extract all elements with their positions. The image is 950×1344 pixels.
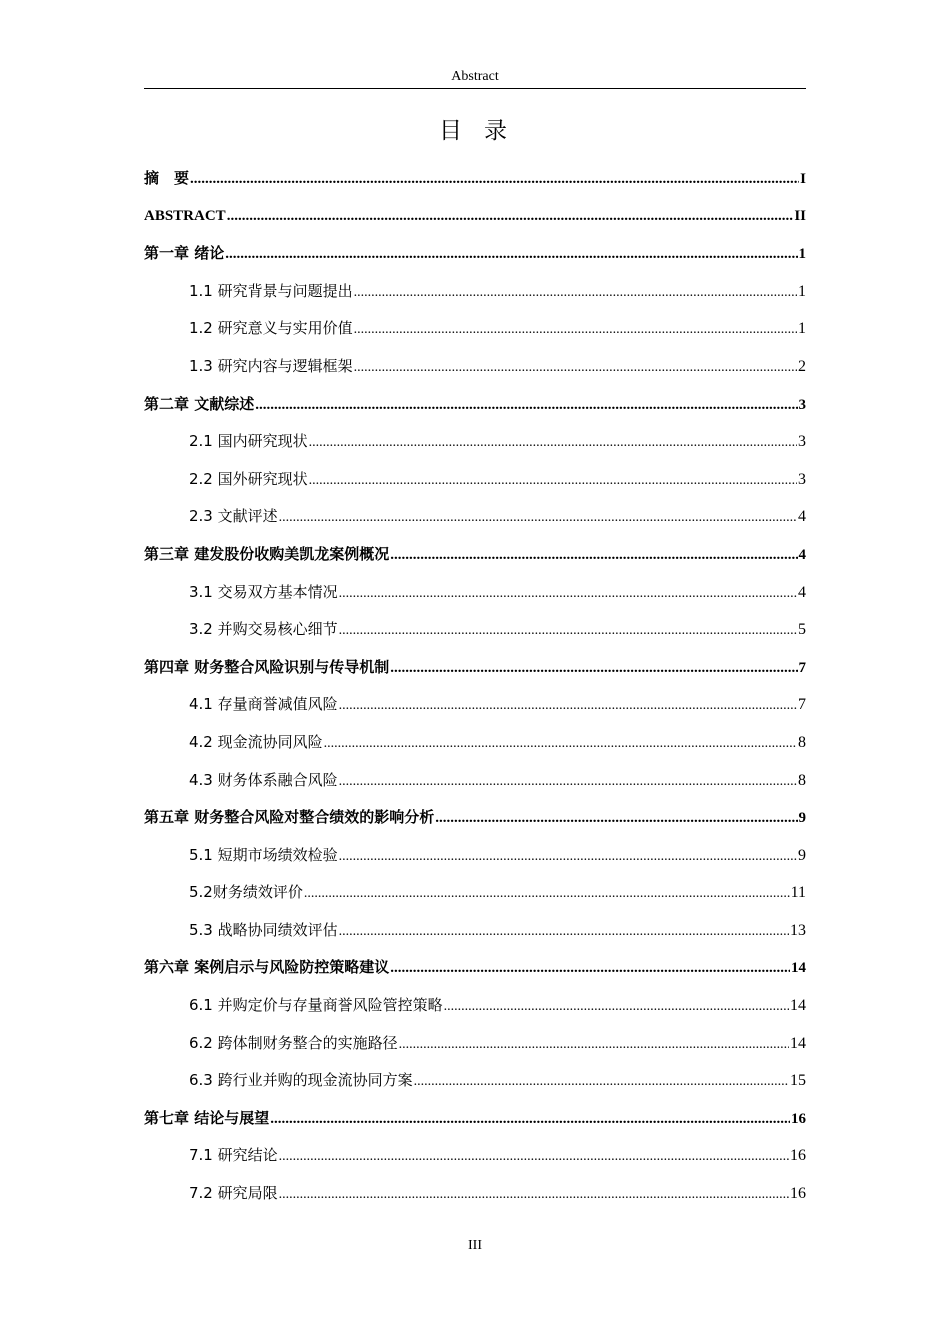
toc-dot-leader	[255, 387, 797, 425]
toc-dot-leader	[339, 838, 797, 876]
toc-page-number: 1	[798, 246, 806, 263]
toc-entry-title: 1.1 研究背景与问题提出	[189, 281, 353, 300]
toc-title-char-2: 录	[484, 118, 511, 144]
toc-entry-title: 4.2 现金流协同风险	[189, 732, 323, 751]
toc-entry-title: 3.1 交易双方基本情况	[189, 582, 338, 601]
toc-entry-title: ABSTRACT	[144, 207, 226, 224]
toc-entry-title: 1.2 研究意义与实用价值	[189, 319, 353, 338]
toc-title	[0, 114, 950, 148]
toc-dot-leader	[399, 1026, 789, 1064]
table-of-contents	[144, 160, 806, 1213]
toc-page-number: 4	[798, 583, 806, 601]
running-header-text: Abstract	[451, 69, 499, 84]
toc-dot-leader	[309, 424, 797, 462]
toc-page-number: 1	[798, 320, 806, 338]
toc-dot-leader	[390, 537, 797, 575]
running-header	[144, 68, 806, 89]
toc-page-number: 13	[790, 921, 806, 939]
toc-page-number: 7	[798, 659, 806, 676]
page-number	[0, 1238, 950, 1254]
toc-page-number: 14	[791, 960, 806, 977]
toc-page-number: 3	[798, 470, 806, 488]
toc-section-entry[interactable]	[144, 498, 806, 536]
toc-page-number: II	[794, 207, 806, 224]
toc-entry-title: 3.2 并购交易核心细节	[189, 620, 338, 639]
toc-page-number: 5	[798, 621, 806, 639]
toc-entry-title: 第四章 财务整合风险识别与传导机制	[144, 657, 390, 676]
toc-dot-leader	[339, 913, 789, 951]
toc-section-entry[interactable]	[144, 461, 806, 499]
toc-dot-leader	[309, 462, 797, 500]
toc-section-entry[interactable]	[144, 724, 806, 762]
toc-page-number: 1	[798, 282, 806, 300]
toc-page-number: 8	[798, 733, 806, 751]
toc-chapter-entry[interactable]	[144, 649, 806, 687]
toc-chapter-entry[interactable]	[144, 386, 806, 424]
toc-dot-leader	[279, 1176, 789, 1214]
toc-chapter-entry[interactable]	[144, 536, 806, 574]
toc-entry-title: 第五章 财务整合风险对整合绩效的影响分析	[144, 808, 435, 827]
toc-page-number: 16	[790, 1185, 806, 1203]
toc-section-entry[interactable]	[144, 1175, 806, 1213]
toc-dot-leader	[304, 875, 790, 913]
toc-dot-leader	[324, 725, 797, 763]
toc-dot-leader	[270, 1101, 790, 1139]
toc-dot-leader	[190, 161, 799, 199]
toc-title-char-1: 目	[439, 118, 466, 144]
toc-page-number: 14	[790, 1034, 806, 1052]
toc-page-number: 16	[791, 1110, 806, 1127]
toc-page-number: 7	[798, 696, 806, 714]
toc-dot-leader	[279, 499, 797, 537]
toc-entry-title: 6.1 并购定价与存量商誉风险管控策略	[189, 996, 443, 1015]
toc-page-number: 9	[798, 846, 806, 864]
toc-entry-title: 7.2 研究局限	[189, 1184, 278, 1203]
toc-page-number: 4	[798, 508, 806, 526]
toc-dot-leader	[390, 650, 797, 688]
toc-section-entry[interactable]	[144, 1137, 806, 1175]
toc-dot-leader	[339, 763, 797, 801]
toc-entry-title: 2.3 文献评述	[189, 507, 278, 526]
toc-dot-leader	[354, 311, 797, 349]
toc-section-entry[interactable]	[144, 348, 806, 386]
toc-section-entry[interactable]	[144, 987, 806, 1025]
toc-entry-title: 6.3 跨行业并购的现金流协同方案	[189, 1071, 413, 1090]
toc-dot-leader	[227, 198, 794, 236]
toc-section-entry[interactable]	[144, 912, 806, 950]
toc-dot-leader	[435, 800, 797, 838]
toc-dot-leader	[339, 575, 797, 613]
toc-chapter-entry[interactable]	[144, 949, 806, 987]
toc-page-number: 16	[790, 1147, 806, 1165]
toc-page-number: 3	[798, 433, 806, 451]
toc-page-number: 15	[790, 1072, 806, 1090]
toc-entry-title: 4.1 存量商誉减值风险	[189, 695, 338, 714]
toc-section-entry[interactable]	[144, 1025, 806, 1063]
toc-page-number: 3	[798, 396, 806, 413]
page-number-text: III	[468, 1238, 482, 1253]
toc-section-entry[interactable]	[144, 1062, 806, 1100]
toc-page-number: 4	[798, 546, 806, 563]
toc-section-entry[interactable]	[144, 423, 806, 461]
toc-dot-leader	[354, 349, 797, 387]
toc-section-entry[interactable]	[144, 686, 806, 724]
toc-entry-title: 第一章 绪论	[144, 244, 225, 263]
toc-section-entry[interactable]	[144, 611, 806, 649]
toc-section-entry[interactable]	[144, 762, 806, 800]
toc-entry-title: 第三章 建发股份收购美凯龙案例概况	[144, 544, 390, 563]
toc-dot-leader	[339, 687, 797, 725]
toc-page-number: I	[800, 171, 806, 187]
toc-entry-title: 5.2财务绩效评价	[189, 883, 303, 902]
toc-section-entry[interactable]	[144, 310, 806, 348]
toc-page-number: 9	[798, 810, 806, 827]
toc-entry-title: 6.2 跨体制财务整合的实施路径	[189, 1033, 398, 1052]
toc-entry-title: 5.3 战略协同绩效评估	[189, 920, 338, 939]
toc-entry-title: 5.1 短期市场绩效检验	[189, 845, 338, 864]
toc-dot-leader	[390, 950, 790, 988]
toc-section-entry[interactable]	[144, 837, 806, 875]
toc-entry-title: 7.1 研究结论	[189, 1146, 278, 1165]
toc-chapter-entry[interactable]	[144, 1100, 806, 1138]
toc-page-number: 2	[798, 357, 806, 375]
toc-entry-title: 1.3 研究内容与逻辑框架	[189, 356, 353, 375]
toc-chapter-entry[interactable]	[144, 799, 806, 837]
toc-entry-title: 第六章 案例启示与风险防控策略建议	[144, 958, 390, 977]
toc-dot-leader	[279, 1138, 789, 1176]
toc-page-number: 14	[790, 997, 806, 1015]
toc-chapter-entry[interactable]	[144, 198, 806, 236]
toc-chapter-entry[interactable]	[144, 235, 806, 273]
toc-dot-leader	[225, 236, 797, 274]
toc-dot-leader	[414, 1063, 789, 1101]
toc-entry-title: 第七章 结论与展望	[144, 1108, 270, 1127]
toc-dot-leader	[354, 274, 797, 312]
toc-entry-title: 2.2 国外研究现状	[189, 469, 308, 488]
toc-entry-title: 第二章 文献综述	[144, 394, 255, 413]
toc-section-entry[interactable]	[144, 574, 806, 612]
toc-dot-leader	[339, 612, 797, 650]
toc-dot-leader	[444, 988, 789, 1026]
toc-section-entry[interactable]	[144, 874, 806, 912]
toc-chapter-entry[interactable]	[144, 160, 806, 198]
toc-entry-title: 4.3 财务体系融合风险	[189, 770, 338, 789]
toc-section-entry[interactable]	[144, 273, 806, 311]
toc-page-number: 11	[790, 884, 806, 902]
toc-entry-title: 2.1 国内研究现状	[189, 432, 308, 451]
toc-page-number: 8	[798, 771, 806, 789]
toc-entry-title: 摘 要	[144, 169, 190, 187]
